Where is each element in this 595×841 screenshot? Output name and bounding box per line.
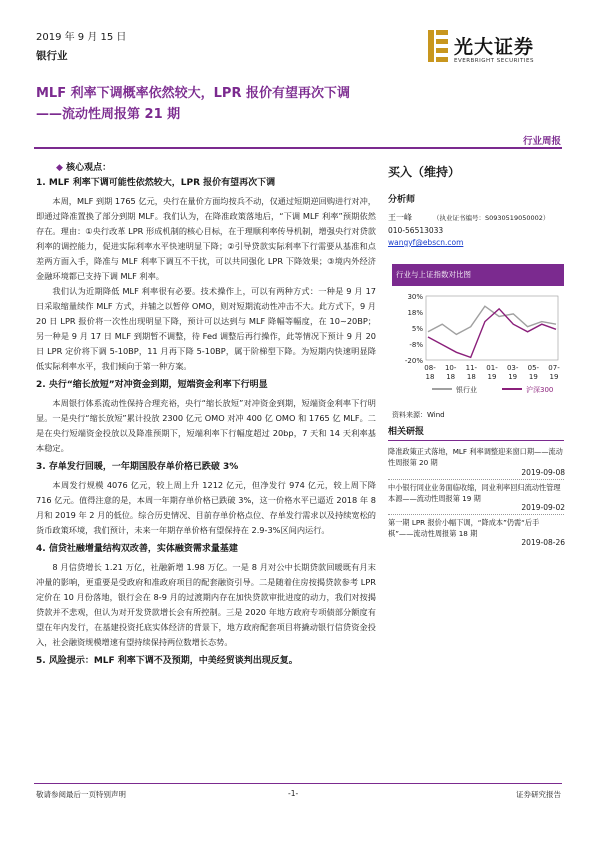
y-tick-label: 30% bbox=[407, 293, 423, 301]
section-heading: 4. 信贷社融增量结构双改善，实体融资需求量基建 bbox=[36, 544, 238, 554]
related-report-date: 2019-08-26 bbox=[521, 538, 565, 547]
plot-frame bbox=[426, 296, 558, 360]
footer-divider bbox=[34, 783, 562, 784]
x-tick-label: 19 bbox=[528, 373, 538, 381]
industry-label: 银行业 bbox=[36, 50, 68, 62]
section-heading: 3. 存单发行回暖，一年期国股存单价格已跌破 3% bbox=[36, 462, 239, 472]
key-points-title bbox=[56, 160, 111, 173]
related-report-link[interactable]: 降准政策正式落地，MLF 利率调整迎来窗口期——流动性周报第 20 期 bbox=[388, 447, 563, 467]
company-logo bbox=[428, 26, 568, 70]
report-title: MLF 利率下调概率依然较大，LPR 报价有望再次下调 bbox=[36, 86, 350, 101]
logo-text-en: EVERBRIGHT SECURITIES bbox=[454, 58, 534, 64]
analyst-name: 王一峰 bbox=[388, 213, 412, 222]
legend-label: 银行业 bbox=[456, 386, 477, 394]
related-report-link[interactable]: 第一期 LPR 报价小幅下调，“降成本”仍需“后手棋”——流动性周报第 18 期 bbox=[388, 518, 540, 538]
header-divider bbox=[34, 147, 562, 149]
x-tick-label: 01- bbox=[486, 364, 498, 372]
footer-report-type: 证券研究报告 bbox=[516, 790, 561, 799]
section-heading: 5. 风险提示：MLF 利率下调不及预期，中美经贸谈判出现反复。 bbox=[36, 656, 298, 666]
section-paragraph: 本周发行规模 4076 亿元，较上周上升 1212 亿元，但净发行 974 亿元，较上周下降 716 亿元。值得注意的是，本周一年期存单价格已跌破 3%，这一价格水平已逼近 2018 年 8 月和 2019 年 2 月的低位。综合历史情况、目前存单价格点位、存单发行需求以及持续宽松的货币政策环境，我们预计，未来一年期存单价格有望保持在 2.9-3%区间内运行。 bbox=[36, 480, 376, 535]
related-report-date: 2019-09-08 bbox=[521, 468, 565, 477]
legend-label: 沪深300 bbox=[526, 386, 554, 394]
report-type: 行业周报 bbox=[522, 136, 561, 147]
chart-source: 资料来源：Wind bbox=[392, 411, 445, 419]
x-tick-label: 11- bbox=[465, 364, 478, 372]
diamond-bullet-icon: ◆ bbox=[56, 163, 63, 173]
section-heading: 1. MLF 利率下调可能性依然较大，LPR 报价有望再次下调 bbox=[36, 178, 276, 188]
rating: 买入（维持） bbox=[388, 165, 461, 179]
y-tick-label: -8% bbox=[409, 341, 423, 349]
x-tick-label: 19 bbox=[508, 373, 518, 381]
section-heading: 2. 央行“缩长放短”对冲资金到期，短端资金利率下行明显 bbox=[36, 380, 268, 390]
x-tick-label: 08- bbox=[424, 364, 436, 372]
key-points-label: 核心观点： bbox=[66, 163, 112, 173]
x-tick-label: 18 bbox=[446, 373, 456, 381]
page-number: -1- bbox=[288, 789, 299, 798]
x-tick-label: 19 bbox=[549, 373, 559, 381]
section-paragraph: 本周银行体系流动性保持合理充裕，央行“缩长放短”对冲资金到期，短端资金利率下行明显。一是央行“缩长放短”累计投放 2300 亿元 OMO 对冲 400 亿 OMO 和 1765 亿 MLF。二是在央行短端资金投放以及降准预期下，短端利率下行幅度超过 20bp，7 天和 14 天利率基本稳定。 bbox=[36, 398, 376, 453]
section-paragraph: 我们认为近期降低 MLF 利率很有必要。技术操作上，可以有两种方式：一种是 9 月 17 日采取缩量续作 MLF 方式，并辅之以暂停 OMO，则对短期流动性冲击不大。此方式下，9 月 20 日 LPR 报价将一次性出现明显下降，预计可以达到与 MLF 降幅等幅度，在 10~20BP；另一种是 9 月 17 日 MLF 到期暂不调整，待 Fed 调整后再行操作，此等情况下预计 9 月 20 日 LPR 定价将下调 5-10BP，11 月再下降 5-10BP，属于阶梯型下降。为短期内快速明显降低实际利率水平，我们倾向于第一种方案。 bbox=[36, 286, 376, 371]
series-line-csi300 bbox=[428, 309, 556, 358]
x-tick-label: 10- bbox=[444, 364, 457, 372]
related-divider bbox=[388, 440, 564, 441]
logo-mark-icon bbox=[428, 30, 448, 62]
report-subtitle: ——流动性周报第 21 期 bbox=[36, 107, 181, 122]
x-tick-label: 05- bbox=[527, 364, 540, 372]
series-line-bank bbox=[428, 306, 556, 334]
related-separator bbox=[388, 514, 564, 515]
x-tick-label: 19 bbox=[487, 373, 497, 381]
analyst-title: 分析师 bbox=[388, 195, 416, 205]
y-tick-label: -20% bbox=[404, 357, 423, 365]
analyst-phone: 010-56513033 bbox=[388, 226, 444, 235]
report-date: 2019 年 9 月 15 日 bbox=[36, 32, 127, 43]
x-tick-label: 18 bbox=[425, 373, 435, 381]
related-title: 相关研报 bbox=[388, 427, 425, 437]
analyst-cert: （执业证书编号：S0930519050002） bbox=[433, 214, 550, 222]
footer-disclaimer: 敬请参阅最后一页特别声明 bbox=[36, 790, 126, 799]
x-tick-label: 18 bbox=[466, 373, 476, 381]
main-content bbox=[36, 176, 376, 668]
section-paragraph: 8 月信贷增长 1.21 万亿，社融新增 1.98 万亿。一是 8 月对公中长期贷款回暖既有月末冲量的影响，更重要是受政府和准政府项目的配套融资引导。二是随着住房按揭贷款参考 LPR 定价在 10 月份落地，银行会在 8-9 月的过渡期内存在加快贷款审批进度的动力，我们对按揭贷款并不悲观，但认为对开发贷款增长会有所控制。三是 2020 年地方政府专项债部分额度有望在年内发行，在基建投资托底实体经济的背景下，地方政府配套项目将撬动银行信贷资金投入，社会融资规模增速有望持续保持两位数增长态势。 bbox=[36, 562, 376, 647]
x-tick-label: 03- bbox=[506, 364, 519, 372]
x-tick-label: 07- bbox=[548, 364, 560, 372]
related-separator bbox=[388, 479, 564, 480]
related-report-date: 2019-09-02 bbox=[521, 503, 565, 512]
comparison-chart bbox=[392, 288, 564, 408]
chart-title: 行业与上证指数对比图 bbox=[392, 264, 564, 286]
logo-text-cn: 光大证券 bbox=[454, 36, 535, 58]
y-tick-label: 5% bbox=[411, 325, 423, 333]
analyst-email-link[interactable]: wangyf@ebscn.com bbox=[388, 238, 464, 247]
related-report-link[interactable]: 中小银行同业业务面临收缩，同业利率回归流动性管理本源——流动性周报第 19 期 bbox=[388, 483, 561, 503]
section-paragraph: 本周，MLF 到期 1765 亿元，央行在量价方面均按兵不动，仅通过短期逆回购进行对冲，即通过降准置换了部分到期 MLF。我们认为，在降准政策落地后，“下调 MLF 利率”预期依然存在。理由：①央行改革 LPR 形成机制的核心目标，在于理顺利率传导机制，增强央行对贷款利率的调控能力，促进实际利率水平快速明显下降；②引导贷款实际利率下行需要从基准和点差两方面入手，降准与 MLF 利率下调互不干扰，可以共同强化 LPR 下降效果；③境内外经济金融环境都已支持下调 MLF 利率。 bbox=[36, 196, 376, 281]
y-tick-label: 18% bbox=[407, 309, 423, 317]
